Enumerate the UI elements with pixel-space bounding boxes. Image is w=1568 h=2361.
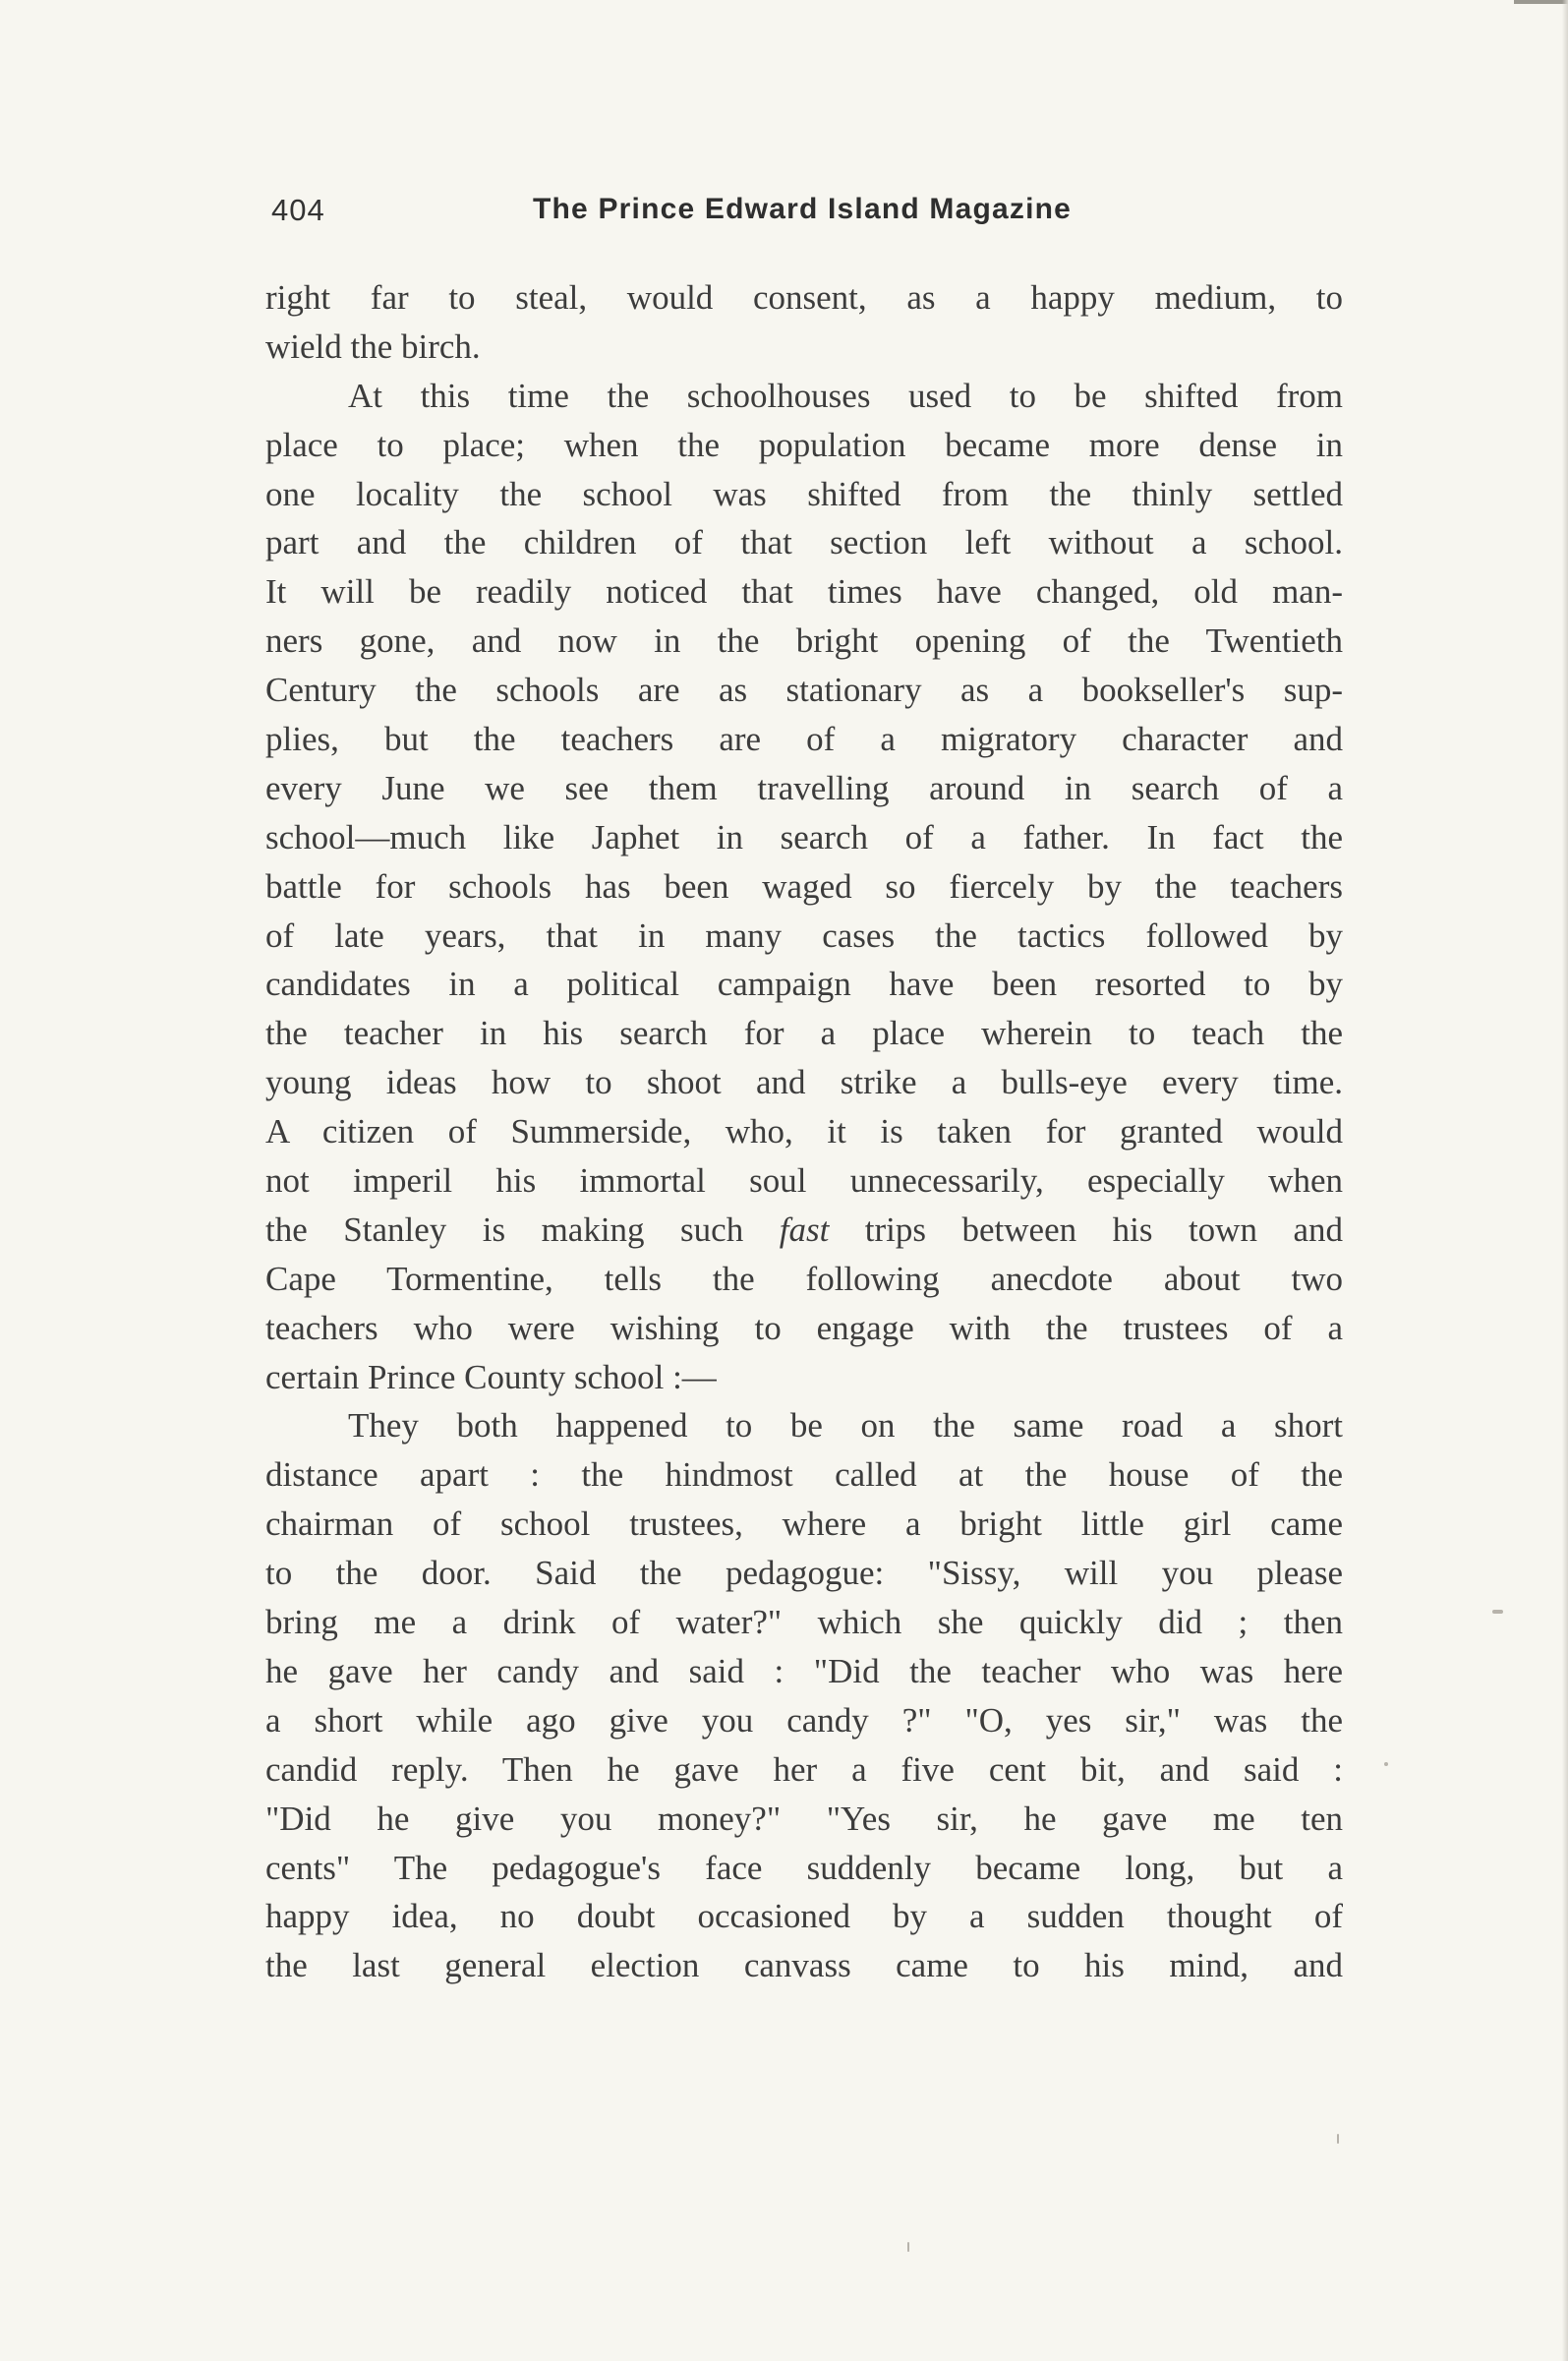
text-line: It will be readily noticed that times have changed, old man- <box>265 572 1343 612</box>
text-line: not imperil his immortal soul unnecessarily, especially when <box>265 1161 1343 1201</box>
text-segment: trips between his town and <box>864 1210 1343 1249</box>
text-line: cents" The pedagogue's face suddenly became long, but a <box>265 1848 1343 1887</box>
page-speck <box>1384 1762 1388 1766</box>
text-line: to the door. Said the pedagogue: "Sissy, will you please <box>265 1554 1343 1593</box>
text-line: place to place; when the population became more dense in <box>265 425 1343 464</box>
text-line: young ideas how to shoot and strike a bulls-eye every time. <box>265 1063 1343 1102</box>
text-line: right far to steal, would consent, as a happy medium, to <box>265 278 1343 317</box>
text-line: bring me a drink of water?" which she quickly did ; then <box>265 1603 1343 1642</box>
text-line: distance apart : the hindmost called at the house of the <box>265 1455 1343 1495</box>
text-line: the last general election canvass came to his mind, and <box>265 1946 1343 1985</box>
text-line: of late years, that in many cases the tactics followed by <box>265 915 1343 955</box>
text-line: chairman of school trustees, where a bright little girl came <box>265 1505 1343 1544</box>
text-line: A citizen of Summerside, who, it is taken for granted would <box>265 1112 1343 1151</box>
page-edge <box>1514 0 1568 4</box>
page-header <box>271 193 1343 242</box>
text-line: candidates in a political campaign have been resorted to by <box>265 965 1343 1004</box>
text-line: the teacher in his search for a place wherein to teach the <box>265 1014 1343 1053</box>
text-line: he gave her candy and said : "Did the teacher who was here <box>265 1651 1343 1690</box>
text-line: ners gone, and now in the bright opening of the Twentieth <box>265 621 1343 661</box>
text-line: At this time the schoolhouses used to be shifted from <box>348 376 1343 415</box>
text-line: one locality the school was shifted from the thinly settled <box>265 474 1343 513</box>
text-line: Century the schools are as stationary as a bookseller's sup- <box>265 671 1343 710</box>
text-line: part and the children of that section left without a school. <box>265 523 1343 562</box>
italic-word: fast <box>779 1210 830 1249</box>
page-number: 404 <box>271 193 325 227</box>
page-speck <box>907 2242 909 2252</box>
text-line: plies, but the teachers are of a migratory character and <box>265 720 1343 759</box>
text-line: certain Prince County school :— <box>265 1357 717 1396</box>
text-line: candid reply. Then he gave her a five cent bit, and said : <box>265 1749 1343 1789</box>
text-line: every June we see them travelling around in search of a <box>265 768 1343 807</box>
text-line: wield the birch. <box>265 326 481 366</box>
article-text <box>265 273 1343 1990</box>
text-line: teachers who were wishing to engage with the trustees of a <box>265 1308 1343 1347</box>
text-line: school—much like Japhet in search of a father. In fact the <box>265 817 1343 856</box>
text-line: "Did he give you money?" "Yes sir, he gave me ten <box>265 1799 1343 1838</box>
page-speck <box>1337 2134 1339 2144</box>
running-title: The Prince Edward Island Magazine <box>533 193 1073 225</box>
text-line: They both happened to be on the same road a short <box>348 1406 1343 1446</box>
text-line: happy idea, no doubt occasioned by a sudden thought of <box>265 1897 1343 1936</box>
text-line: a short while ago give you candy ?" "O, yes sir," was the <box>265 1700 1343 1740</box>
text-segment: the Stanley is making such <box>265 1210 744 1249</box>
text-line: battle for schools has been waged so fiercely by the teachers <box>265 866 1343 906</box>
page-edge-shadow <box>1562 0 1568 2361</box>
text-line: Cape Tormentine, tells the following anecdote about two <box>265 1259 1343 1298</box>
text-line <box>265 1206 1343 1255</box>
page-speck <box>1492 1610 1503 1614</box>
